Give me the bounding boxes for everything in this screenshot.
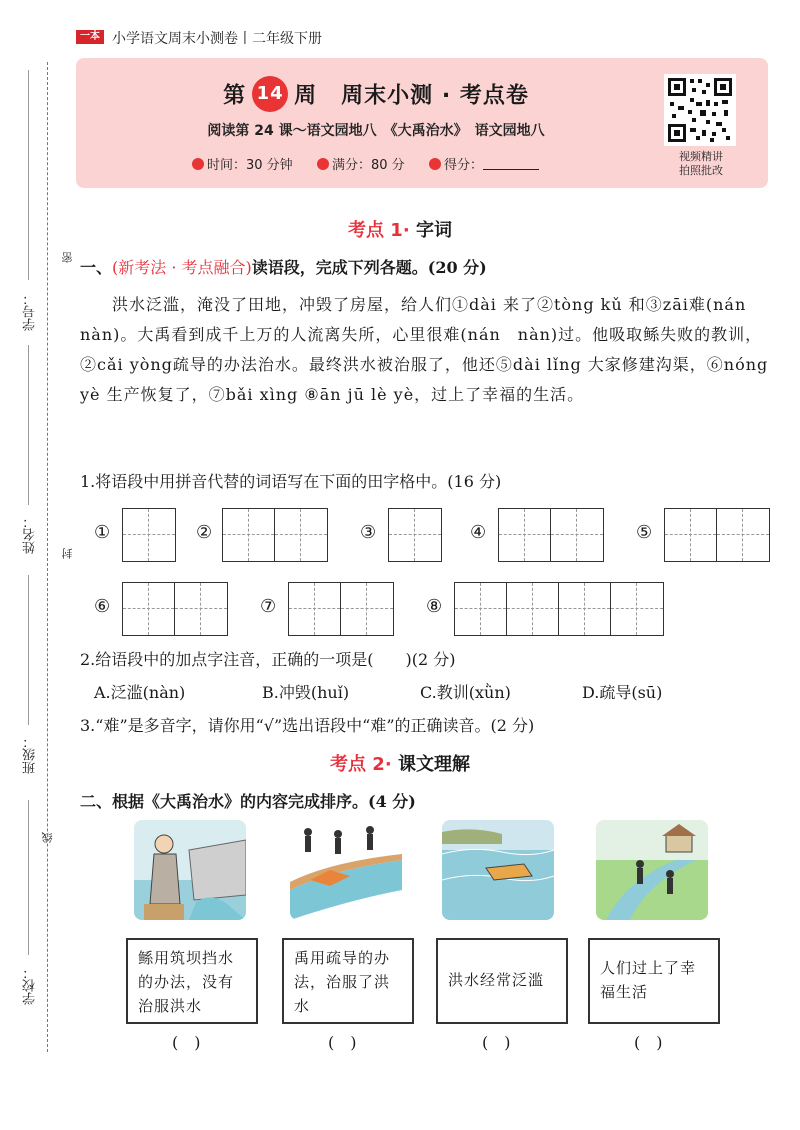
option-d[interactable]: D.疏导(sū) [582, 683, 663, 702]
section2-dot: · [384, 754, 392, 775]
tianzige-5[interactable] [664, 508, 770, 562]
header-card [76, 58, 768, 188]
caption-box-2: 禹用疏导的办法，治服了洪水 [282, 938, 414, 1024]
answer-blank-2[interactable]: ( ) [328, 1033, 357, 1052]
qr-caption [656, 150, 746, 178]
option-c[interactable]: C.教训(xǜn) [420, 683, 511, 702]
qr-caption-line1: 视频精讲 [679, 150, 723, 163]
binding-line [47, 62, 48, 1052]
q2-number: 二、 [80, 792, 113, 811]
qr-code[interactable] [664, 74, 736, 146]
scope-text: 阅读第 24 课～语文园地八 《大禹治水》 语文园地八 [207, 123, 545, 139]
title-main: 周末小测 · 考点卷 [341, 83, 529, 109]
tianzige-3[interactable] [388, 508, 442, 562]
q1-sub2: 2.给语段中的加点字注音，正确的一项是( )(2 分) [80, 650, 456, 669]
section2-name: 课文理解 [397, 754, 470, 775]
title-suffix: 周 [294, 83, 318, 109]
q1-sub3: 3.“难”是多音字，请你用“√”选出语段中“难”的正确读音。(2 分) [80, 716, 535, 735]
section2-label: 考点 2 [330, 754, 385, 775]
section1-label: 考点 1 [348, 220, 403, 241]
illustration-dredging [290, 820, 402, 920]
name-label: 姓名： [22, 515, 37, 554]
section1-dot: · [402, 220, 410, 241]
name-field[interactable] [28, 345, 29, 505]
q1-sub1: 1.将语段中用拼音代替的词语写在下面的田字格中。(16 分) [80, 472, 502, 491]
q1-text: 读语段，完成下列各题。(20 分) [251, 258, 487, 277]
section2-title [0, 750, 800, 776]
q1-passage: 洪水泛滥，淹没了田地，冲毁了房屋，给人们①dài 来了②tòng kǔ 和③zāi难(nán nàn)。大禹看到成千上万的人流离失所，心里很难(nán nàn)过。他吸取鲧失败的教训，②cǎi yòng疏导的办法治水。最终洪水被治服了，他还⑤dài lǐng 大家修建沟渠，⑥nóng yè 生产恢复了，⑦bǎi xìng ⑧ān jū lè yè，过上了幸福的生活。 [80, 295, 769, 404]
clock-icon [192, 158, 204, 170]
full-score-text: 满分：80 分 [331, 158, 405, 173]
answer-blank-4[interactable]: ( ) [634, 1033, 663, 1052]
qr-code-icon [666, 76, 734, 144]
tianzige-4[interactable] [498, 508, 604, 562]
q2-text: 根据《大禹治水》的内容完成排序。(4 分) [112, 792, 416, 811]
school-field[interactable] [28, 800, 29, 955]
illustration-flood [442, 820, 554, 920]
grid-label-6: ⑥ [94, 596, 111, 617]
q1-heading [80, 256, 487, 280]
binding-mark-feng: 封 [62, 548, 74, 559]
caption-box-1: 鲧用筑坝挡水的办法，没有治服洪水 [126, 938, 258, 1024]
meta-row [192, 154, 539, 173]
binding-mark-xian: 线 [42, 832, 54, 843]
section1-title [0, 216, 800, 242]
student-id-field[interactable] [28, 70, 29, 280]
grid-label-2: ② [196, 522, 213, 543]
week-badge: 14 [252, 76, 288, 112]
q2-heading [80, 790, 416, 814]
binding-mark-mi: 密 [62, 252, 74, 263]
score-label: 得分： [443, 158, 483, 173]
caption-box-4: 人们过上了幸福生活 [588, 938, 720, 1024]
tianzige-2[interactable] [222, 508, 328, 562]
grid-label-7: ⑦ [260, 596, 277, 617]
answer-blank-1[interactable]: ( ) [172, 1033, 201, 1052]
class-label: 班级： [22, 735, 37, 774]
grid-label-1: ① [94, 522, 111, 543]
series-title: 小学语文周末小测卷丨二年级下册 [112, 30, 322, 46]
tianzige-8[interactable] [454, 582, 664, 636]
q1-tag: (新考法 · 考点融合) [112, 258, 252, 277]
caption-box-3: 洪水经常泛滥 [436, 938, 568, 1024]
answer-blank-3[interactable]: ( ) [482, 1033, 511, 1052]
medal-icon [317, 158, 329, 170]
option-a[interactable]: A.泛滥(nàn) [94, 683, 186, 702]
title-prefix: 第 [223, 83, 247, 109]
class-field[interactable] [28, 575, 29, 725]
q1-options [94, 680, 662, 703]
grid-label-8: ⑧ [426, 596, 443, 617]
q1-number: 一、 [80, 258, 113, 277]
section1-name: 字词 [415, 220, 452, 241]
school-label: 学校： [22, 966, 37, 1005]
illustration-dam [134, 820, 246, 920]
brand-logo: 一本 [76, 30, 104, 44]
tianzige-7[interactable] [288, 582, 394, 636]
illustration-happy-life [596, 820, 708, 920]
page-title [76, 76, 676, 112]
tianzige-6[interactable] [122, 582, 228, 636]
student-id-label: 学号： [22, 292, 37, 331]
tianzige-1[interactable] [122, 508, 176, 562]
grid-label-3: ③ [360, 522, 377, 543]
grid-label-5: ⑤ [636, 522, 653, 543]
qr-caption-line2: 拍照批改 [679, 164, 723, 177]
target-icon [429, 158, 441, 170]
score-field[interactable] [483, 157, 539, 170]
grid-label-4: ④ [470, 522, 487, 543]
time-text: 时间：30 分钟 [207, 158, 293, 173]
option-b[interactable]: B.冲毁(huǐ) [262, 683, 350, 702]
